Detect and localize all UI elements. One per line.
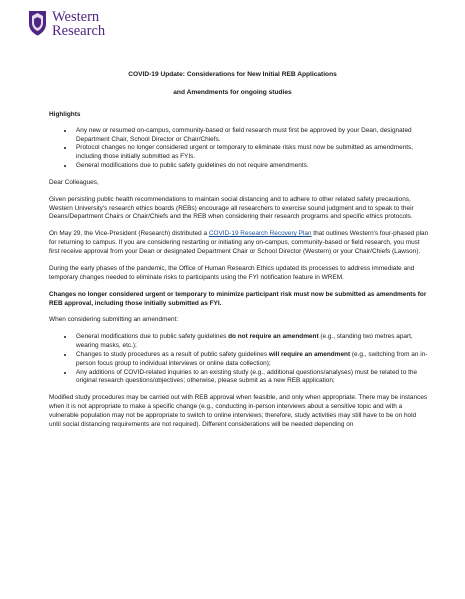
highlight-item: • Any new or resumed on-campus, community-based or field research must first be approved by your Dean, designated Department Chair, School Director or Chair/Chiefs. — [74, 127, 429, 145]
document-body — [49, 111, 429, 438]
paragraph-early-phases: During the early phases of the pandemic, the Office of Human Research Ethics updated its processes to address immediate and temporary changes needed to eliminate risks to participants using the FYI notification feature in WREM. — [49, 264, 415, 281]
logo-line-western: Western — [52, 9, 100, 25]
highlight-item: • General modifications due to public safety guidelines do not require amendments. — [74, 162, 429, 171]
western-crest-icon — [28, 10, 47, 36]
item-text: Changes to study procedures as a result of public safety guidelines — [76, 351, 269, 359]
highlights-heading: Highlights — [49, 111, 81, 118]
amendment-list — [49, 333, 429, 386]
paragraph-recovery-plan — [49, 230, 429, 256]
paragraph-modified-procedures: Modified study procedures may be carried out with REB approval when feasible, and only when appropriate. There may be instances when it is not appropriate to make a specific change (e.g., conducting in-person interviews about a sensitive topic and with a vulnerable population may not be appropriate to switch to online interviews; therefore, study activities may still have to be on hold until social distancing requirements are not required). Different considerations will be needed depending on — [49, 394, 428, 428]
paragraph-public-health: Given persisting public health recommendations to maintain social distancing and to adhere to other related safety precautions, Western University's research ethics boards (REBs) encourage all researchers to exercise sound judgment and to speak to their Deans/Department Chairs or Chair/Chiefs and the REB when considering their research programs and specific ethics protocols. — [49, 195, 414, 221]
item-text: (e.g., switching from an in-person focus group to individual interviews or online data collection); — [76, 351, 428, 367]
item-emphasis: do not require an amendment — [228, 333, 319, 341]
western-research-logo — [28, 10, 105, 38]
paragraph-text: that outlines Western's four-phased plan for returning to campus. If you are considering restarting or initiating any on-campus, community-based or field research, you must first receive approval from your Dean or designated Department Chair or School Director (Western) or your Chair/Chiefs (Lawson). — [49, 230, 429, 255]
item-text: General modifications due to public safety guidelines — [76, 333, 229, 341]
item-emphasis: will require an amendment — [268, 351, 351, 359]
item-text: (e.g., standing two metres apart, wearing masks, etc.); — [76, 333, 413, 350]
amendment-item — [74, 333, 429, 351]
document-title-line1: COVID-19 Update: Considerations for New Initial REB Applications — [128, 71, 337, 78]
paragraph-amendment-intro: When considering submitting an amendment: — [49, 316, 179, 324]
highlight-item: • Protocol changes no longer considered urgent or temporary to eliminate risks must now be submitted as amendments, including those initially submitted as FYIs. — [74, 144, 429, 162]
logo-line-research: Research — [52, 23, 106, 39]
paragraph-amendments-notice: Changes no longer considered urgent or temporary to minimize participant risk must now be submitted as amendments for REB approval, including those initially submitted as FYI. — [49, 290, 427, 307]
amendment-item — [74, 351, 429, 369]
greeting: Dear Colleagues, — [49, 178, 99, 186]
document-title-line2: and Amendments for ongoing studies — [173, 89, 292, 96]
highlights-list — [49, 127, 429, 171]
recovery-plan-link[interactable]: COVID-19 Research Recovery Plan — [208, 230, 312, 238]
paragraph-text: On May 29, the Vice-President (Research) distributed a — [49, 230, 209, 238]
amendment-item: • Any additions of COVID-related inquiries to an existing study (e.g., additional questions/analyses) must be related to the original research questions/objectives; otherwise, please submit as a new REB application; — [74, 369, 429, 387]
